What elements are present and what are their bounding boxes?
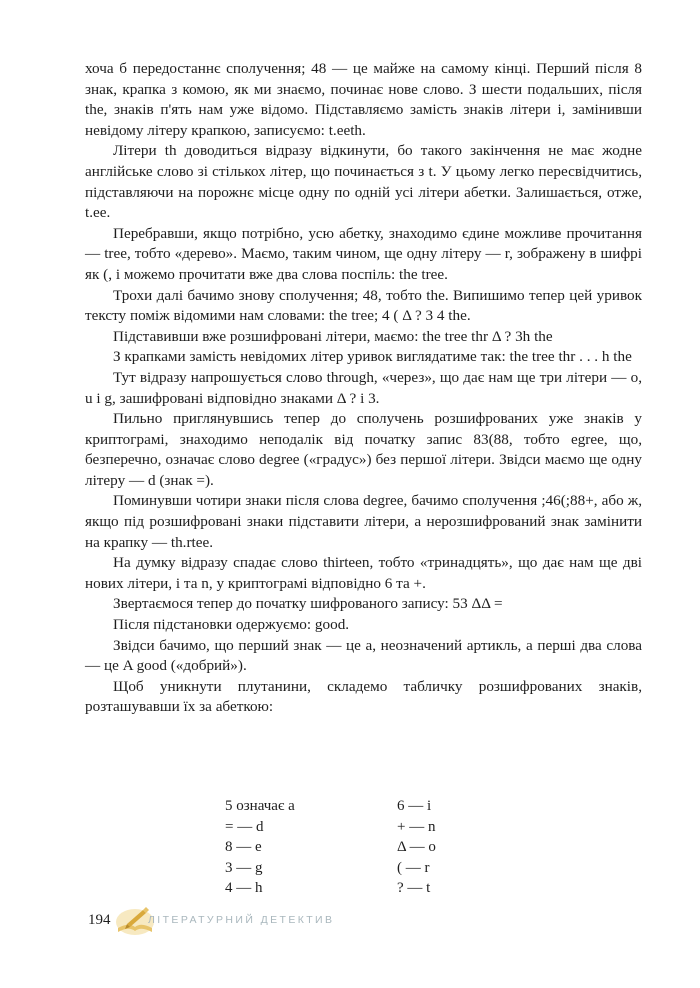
paragraph-12: Після підстановки одержуємо: good. (113, 616, 350, 634)
cipher-entry: = — d (225, 818, 264, 835)
paragraph-1: хоча б передостаннє сполучення; 48 — це майже на самому кінці. Перший після 8 знак, крапка з комою, як ми знаємо, починає нове слово. З шести подальших, після the, знаків п'ять нам уже відомо. Підставляємо замість знаків літери і, замінивши невідому літеру крапкою, записуємо: t.eeth. (85, 60, 642, 139)
cipher-entry: + — n (397, 818, 436, 835)
page-number: 194 (88, 912, 111, 928)
cipher-entry: 3 — g (225, 859, 263, 876)
body-text (85, 59, 642, 718)
paragraph-3: Перебравши, якщо потрібно, усю абетку, знаходимо єдине можливе прочитання — tree, тобто «дерево». Маємо, таким чином, ще одну літеру — r, зображену в шифрі як (, і можемо прочитати вже два слова поспіль: the tree. (85, 224, 642, 283)
paragraph-14: Щоб уникнути плутанини, складемо табличку розшифрованих знаків, розташувавши їх за абеткою: (85, 677, 642, 716)
paragraph-6: З крапками замість невідомих літер уривок виглядатиме так: the tree thr . . . h the (113, 348, 632, 366)
section-title: ЛІТЕРАТУРНИЙ ДЕТЕКТИВ (148, 914, 335, 926)
cipher-entry: 8 — e (225, 839, 262, 855)
paragraph-13: Звідси бачимо, що перший знак — це a, неозначений артикль, а перші два слова — це A good («добрий»). (85, 636, 642, 675)
cipher-entry: 6 — i (397, 798, 432, 814)
cipher-entry: ? — t (397, 880, 431, 896)
paragraph-2: Літери th доводиться відразу відкинути, бо такого закінчення не має жодне англійське слово зі стількох літер, що починається з t. У цьому легко пересвідчитись, підставляючи на порожнє місце одну по одній усі літери абетки. Залишається, отже, t.ee. (85, 142, 642, 222)
cipher-entry: 4 — h (225, 880, 263, 896)
paragraph-7: Тут відразу напрошується слово through, «через», що дає нам ще три літери — o, u і g, зашифровані відповідно знаками Δ ? і 3. (85, 368, 642, 407)
paragraph-5: Підставивши вже розшифровані літери, маємо: the tree thr Δ ? 3h the (113, 327, 553, 345)
paragraph-10: На думку відразу спадає слово thirteen, тобто «тринадцять», що дає нам ще дві нових літери, i та n, у криптограмі відповідно 6 та +. (85, 554, 642, 592)
cipher-entry: Δ — o (397, 839, 436, 855)
cipher-entry: ( — r (397, 859, 430, 876)
paragraph-8: Пильно приглянувшись тепер до сполучень розшифрованих уже знаків у криптограмі, знаходимо неподалік від початку запис 83(88, тобто egree, що, безперечно, означає слово degree («градус») без першої літери. Звідси маємо ще одну літеру — d (знак =). (85, 410, 642, 489)
paragraph-11: Звертаємося тепер до початку шифрованого запису: 53 ΔΔ = (113, 595, 503, 613)
cipher-entry: 5 означає a (225, 798, 295, 814)
page-footer (88, 904, 388, 940)
cipher-table (225, 796, 487, 899)
paragraph-9: Поминувши чотири знаки після слова degree, бачимо сполучення ;46(;88+, або ж, якщо під розшифровані знаки підставити літери, а нерозшифрований знак замінити на крапку — th.rtee. (85, 492, 642, 551)
paragraph-4: Трохи далі бачимо знову сполучення; 48, тобто the. Випишимо тепер цей уривок тексту поміж відомими нам словами: the tree; 4 ( Δ ? 3 4 the. (85, 286, 642, 325)
